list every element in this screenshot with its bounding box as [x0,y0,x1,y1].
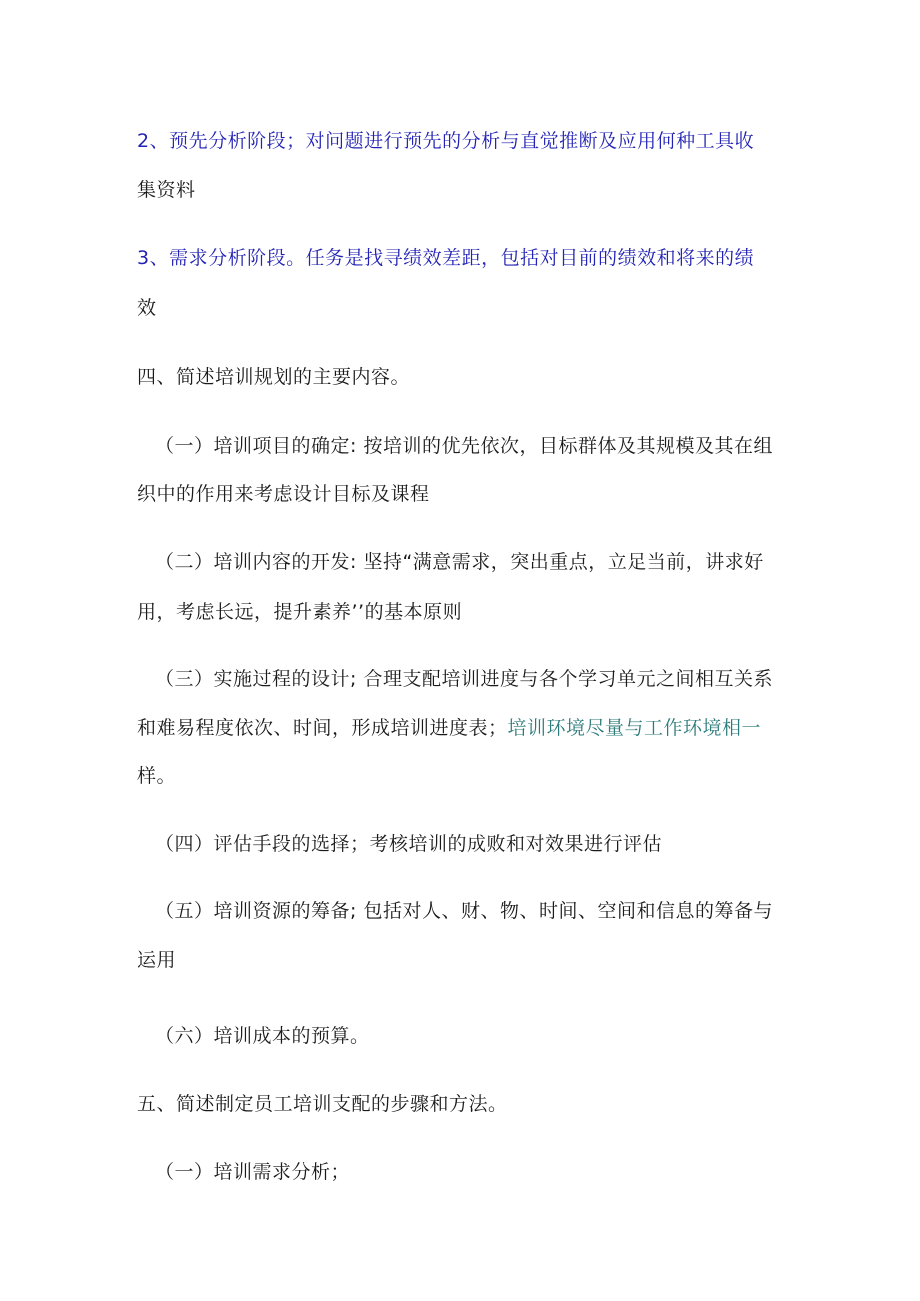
item-3-line-1: （三）实施过程的设计; 合理支配培训进度与各个学习单元之间相互关系 [155,668,773,690]
item-1-line-1: （一）培训项目的确定: 按培训的优先依次，目标群体及其规模及其在组 [155,435,773,457]
paragraph-pre-analysis-line-1: 2、预先分析阶段；对问题进行预先的分析与直觉推断及应用何种工具收 [137,130,755,152]
item-5-line-1: （五）培训资源的筹备; 包括对人、财、物、时间、空间和信息的筹备与 [155,900,773,922]
item-1-line-2: 织中的作用来考虑设计目标及课程 [137,483,430,505]
section-heading-5: 五、简述制定员工培训支配的步骤和方法。 [137,1093,508,1115]
paragraph-needs-analysis-line-2: 效 [137,297,157,319]
paragraph-needs-analysis-line-1: 3、需求分析阶段。任务是找寻绩效差距，包括对目前的绩效和将来的绩 [137,247,755,269]
item-2-line-2: 用，考虑长远，提升素养’’的基本原则 [137,601,463,623]
item-5-line-2: 运用 [137,949,177,971]
item-3-line-3: 样。 [137,765,177,787]
item-3-line-2-part-b: 培训环境尽量与工作环境相一 [507,717,762,739]
step-1: （一）培训需求分析； [155,1161,351,1183]
section-heading-4: 四、简述培训规划的主要内容。 [137,366,411,388]
paragraph-pre-analysis-line-2: 集资料 [137,179,196,201]
item-3-line-2-part-a: 和难易程度依次、时间，形成培训进度表； [137,717,508,739]
item-2-line-1: （二）培训内容的开发: 坚持“满意需求，突出重点，立足当前，讲求好 [155,551,764,573]
item-3-line-2 [137,716,761,740]
item-6: （六）培训成本的预算。 [155,1025,370,1047]
item-4: （四）评估手段的选择；考核培训的成败和对效果进行评估 [155,833,663,855]
